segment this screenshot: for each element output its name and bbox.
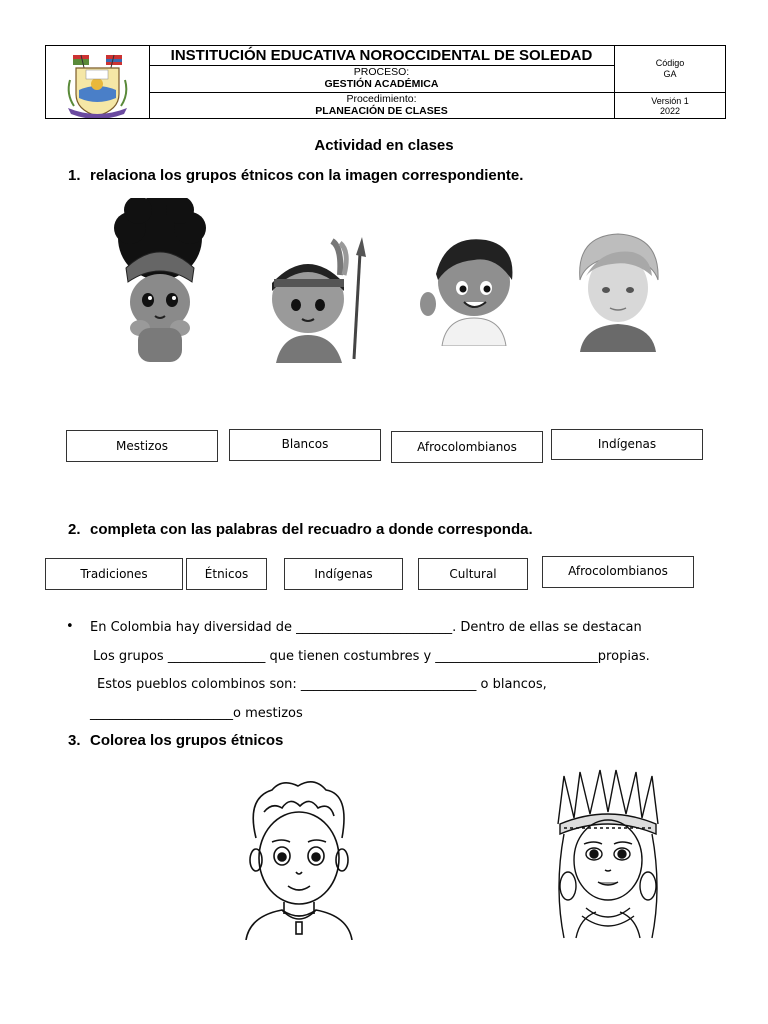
- coloring-indigenous-girl-image: [550, 768, 666, 940]
- option-mestizos: Mestizos: [66, 430, 218, 462]
- option-indigenas: Indígenas: [551, 429, 703, 460]
- bullet: •: [66, 619, 74, 634]
- institution-name: INSTITUCIÓN EDUCATIVA NOROCCIDENTAL DE SOLEDAD: [170, 47, 593, 64]
- fill-line-2: Los grupos _______________ que tienen costumbres y _________________________propias.: [93, 649, 650, 664]
- version-label: Versión 1: [651, 96, 689, 106]
- codigo-label: Código: [655, 58, 685, 68]
- fill-line-1: En Colombia hay diversidad de ________________________. Dentro de ellas se destacan: [90, 620, 642, 635]
- word-indigenas: Indígenas: [284, 558, 403, 590]
- procedimiento-value: PLANEACIÓN DE CLASES: [315, 105, 448, 117]
- codigo-value: GA: [663, 69, 677, 79]
- proceso-label: PROCESO:: [353, 66, 410, 78]
- header-center: [149, 46, 615, 118]
- mestizo-boy-image: [416, 234, 520, 346]
- header-right: [614, 46, 726, 118]
- word-etnicos: Étnicos: [186, 558, 267, 590]
- proceso-value: GESTIÓN ACADÉMICA: [324, 78, 439, 90]
- school-crest-logo: [46, 46, 149, 118]
- coloring-boy-image: [242, 778, 356, 940]
- word-afrocolombianos: Afrocolombianos: [542, 556, 694, 588]
- afro-girl-image: [108, 198, 212, 366]
- q1-number: 1.: [68, 167, 81, 184]
- q2-number: 2.: [68, 521, 81, 538]
- version-year: 2022: [659, 106, 681, 116]
- q3-number: 3.: [68, 732, 81, 749]
- word-cultural: Cultural: [418, 558, 528, 590]
- indigenous-boy-image: [262, 235, 374, 363]
- document-header: [45, 45, 726, 119]
- option-afrocolombianos: Afrocolombianos: [391, 431, 543, 463]
- procedimiento-label: Procedimiento:: [346, 93, 417, 105]
- white-boy-image: [572, 230, 664, 352]
- q2-text: completa con las palabras del recuadro a donde corresponda.: [90, 521, 533, 538]
- logo-cell: [46, 46, 150, 118]
- fill-line-3: Estos pueblos colombinos son: ___________________________ o blancos,: [97, 677, 547, 692]
- option-blancos: Blancos: [229, 429, 381, 461]
- word-tradiciones: Tradiciones: [45, 558, 183, 590]
- q1-text: relaciona los grupos étnicos con la imagen correspondiente.: [90, 167, 524, 184]
- activity-title: Actividad en clases: [314, 137, 454, 154]
- fill-line-4: ______________________o mestizos: [90, 706, 303, 721]
- q3-text: Colorea los grupos étnicos: [90, 732, 284, 749]
